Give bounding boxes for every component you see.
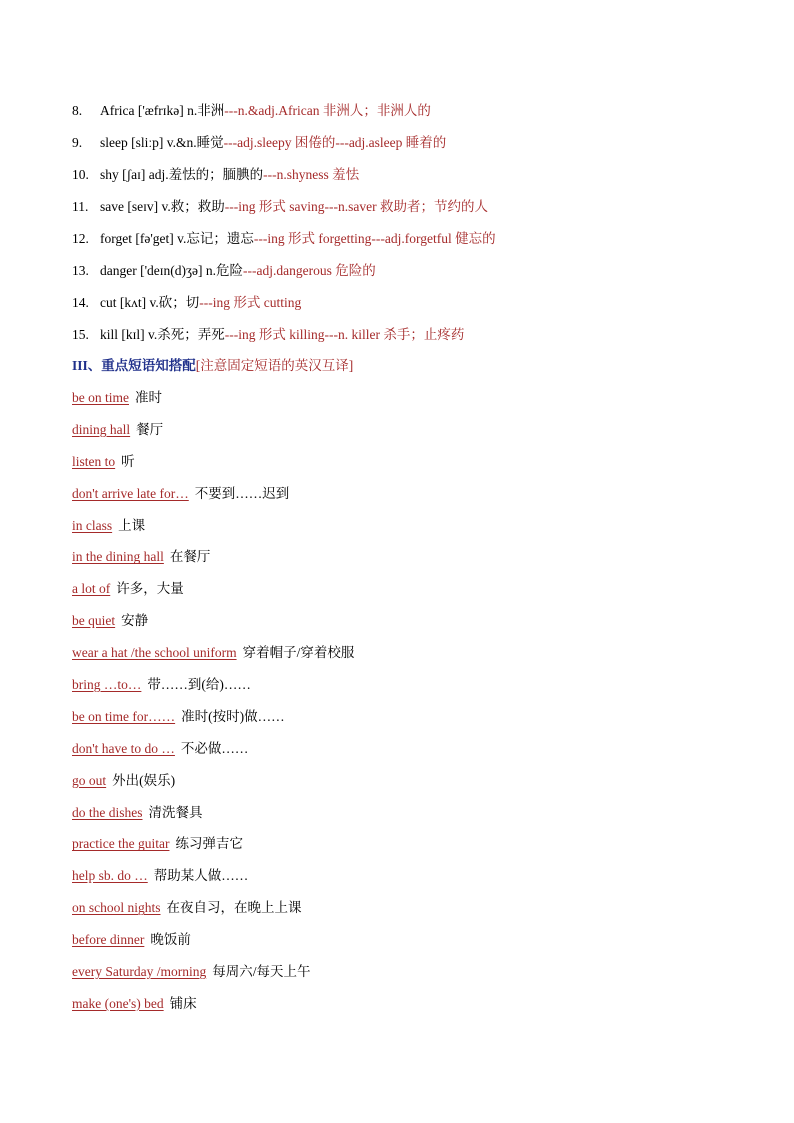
phrase-english: wear a hat /the school uniform: [72, 645, 237, 661]
phrase-chinese: 上课: [118, 517, 146, 533]
word-entry: forget [fə'get] v.忘记；遗忘: [100, 231, 254, 246]
derived-forms: ---ing 形式 forgetting---adj.forgetful 健忘的: [253, 231, 496, 246]
phrase-english: be on time for……: [72, 708, 176, 724]
word-entry: save [seɪv] v.救；救助: [100, 199, 225, 214]
phrase-english: go out: [72, 772, 107, 788]
phrase-chinese: 餐厅: [136, 421, 164, 437]
phrase-english: dining hall: [72, 421, 131, 437]
phrase-english: practice the guitar: [72, 836, 170, 852]
phrase-english: before dinner: [72, 932, 145, 948]
phrase-chinese: 准时: [135, 390, 162, 405]
phrase-chinese: 穿着帽子/穿着校服: [242, 645, 355, 661]
phrase-item: [72, 962, 772, 994]
section-note: [注意固定短语的英汉互译]: [195, 358, 354, 373]
phrase-item: [72, 707, 772, 739]
phrase-chinese: 带……到(给)……: [147, 677, 251, 693]
phrase-chinese: 晚饭前: [150, 932, 191, 948]
item-number: 9.: [72, 135, 83, 150]
phrase-english: don't have to do …: [72, 740, 175, 756]
phrase-english: every Saturday /morning: [72, 964, 207, 980]
derived-forms: ---adj.dangerous 危险的: [243, 263, 376, 278]
phrase-list: [72, 388, 772, 1026]
word-entry: cut [kʌt] v.砍；切: [100, 295, 200, 310]
phrase-item: [72, 579, 772, 611]
phrase-english: in the dining hall: [72, 549, 164, 565]
item-number: 8.: [72, 103, 83, 118]
phrase-english: bring …to…: [72, 677, 142, 693]
word-entry: sleep [sliːp] v.&n.睡觉: [100, 135, 224, 150]
derived-forms: ---n.shyness 羞怯: [263, 167, 360, 182]
vocab-item: [72, 292, 772, 324]
phrase-chinese: 清洗餐具: [148, 804, 203, 820]
vocab-item: [72, 260, 772, 292]
vocab-item: [72, 100, 772, 132]
vocab-item: [72, 196, 772, 228]
phrase-item: [72, 611, 772, 643]
phrase-english: be on time: [72, 390, 129, 405]
phrase-chinese: 在夜自习，在晚上上课: [166, 900, 302, 916]
phrase-chinese: 练习弹吉它: [175, 836, 243, 852]
phrase-english: be quiet: [72, 613, 116, 629]
word-entry: shy [ʃaɪ] adj.羞怯的；腼腆的: [100, 167, 264, 182]
phrase-item: [72, 420, 772, 452]
phrase-item: [72, 547, 772, 579]
phrase-chinese: 准时(按时)做……: [181, 708, 285, 724]
phrase-english: help sb. do …: [72, 868, 148, 884]
item-number: 14.: [72, 295, 89, 310]
phrase-chinese: 听: [121, 453, 135, 469]
phrase-chinese: 帮助某人做……: [153, 868, 249, 884]
phrase-item: [72, 834, 772, 866]
phrase-item: [72, 898, 772, 930]
derived-forms: ---ing 形式 cutting: [199, 295, 302, 310]
phrase-chinese: 铺床: [169, 995, 197, 1011]
phrase-item: [72, 388, 772, 420]
phrase-item: [72, 675, 772, 707]
phrase-item: [72, 866, 772, 898]
item-number: 13.: [72, 263, 89, 278]
word-entry: kill [kɪl] v.杀死；弄死: [100, 327, 225, 342]
phrase-chinese: 许多，大量: [116, 581, 184, 597]
phrase-english: do the dishes: [72, 804, 143, 820]
phrase-chinese: 每周六/每天上午: [212, 964, 311, 980]
phrase-item: [72, 452, 772, 484]
phrase-item: [72, 803, 772, 835]
section-heading: [72, 356, 353, 376]
item-number: 11.: [72, 199, 89, 214]
item-number: 10.: [72, 167, 89, 182]
phrase-chinese: 不必做……: [180, 740, 249, 756]
phrase-english: a lot of: [72, 581, 111, 597]
phrase-english: on school nights: [72, 900, 161, 916]
phrase-item: [72, 643, 772, 675]
phrase-english: don't arrive late for…: [72, 485, 189, 501]
phrase-item: [72, 994, 772, 1026]
phrase-item: [72, 484, 772, 516]
phrase-item: [72, 930, 772, 962]
derived-forms: ---ing 形式 killing---n. killer 杀手；止疼药: [224, 327, 465, 342]
item-number: 15.: [72, 327, 89, 342]
phrase-chinese: 外出(娱乐): [112, 772, 176, 788]
phrase-item: [72, 739, 772, 771]
vocab-item: [72, 324, 772, 356]
phrase-item: [72, 771, 772, 803]
phrase-item: [72, 516, 772, 548]
phrase-chinese: 不要到……迟到: [194, 485, 290, 501]
phrase-english: in class: [72, 517, 113, 533]
phrase-chinese: 在餐厅: [169, 549, 211, 565]
derived-forms: ---adj.sleepy 困倦的---adj.asleep 睡着的: [223, 135, 447, 150]
phrase-english: listen to: [72, 453, 116, 469]
word-entry: Africa ['æfrɪkə] n.非洲: [100, 103, 225, 118]
derived-forms: ---n.&adj.African 非洲人；非洲人的: [224, 103, 431, 118]
section-title: III、重点短语知搭配: [72, 358, 196, 373]
word-entry: danger ['deɪn(d)ʒə] n.危险: [100, 263, 243, 278]
vocab-item: [72, 132, 772, 164]
item-number: 12.: [72, 231, 89, 246]
vocab-item: [72, 164, 772, 196]
derived-forms: ---ing 形式 saving---n.saver 救助者；节约的人: [224, 199, 488, 214]
vocabulary-list: [72, 100, 772, 356]
vocab-item: [72, 228, 772, 260]
phrase-chinese: 安静: [121, 613, 149, 629]
phrase-english: make (one's) bed: [72, 995, 164, 1011]
